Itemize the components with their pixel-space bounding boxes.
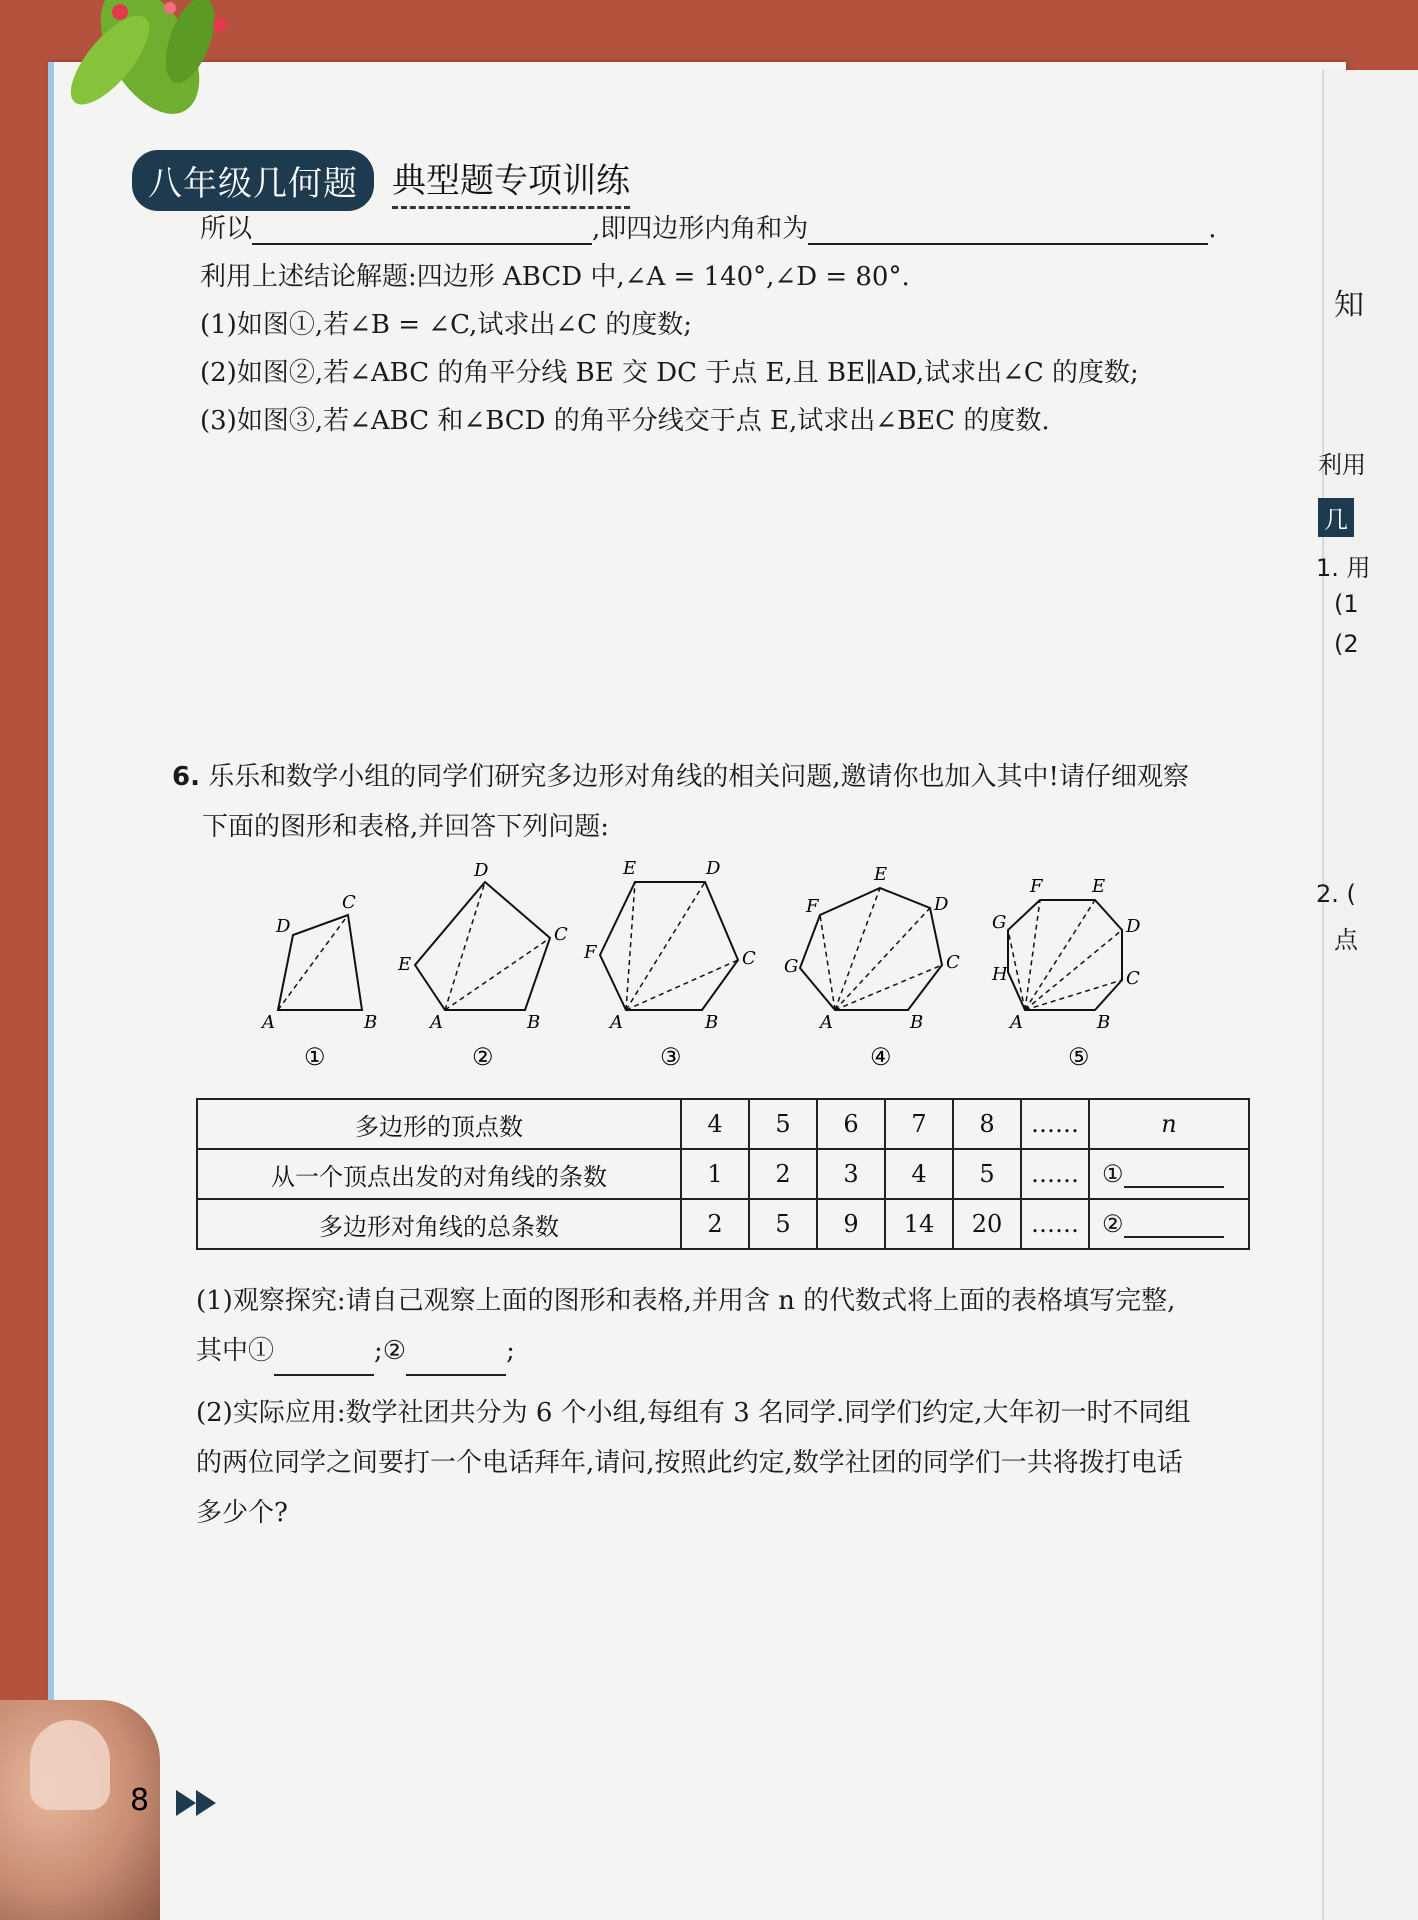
fig4-label-a: A xyxy=(820,1012,833,1033)
table-cell: 6 xyxy=(817,1099,885,1149)
double-arrow-icon xyxy=(176,1788,220,1818)
table-row xyxy=(197,1099,1249,1149)
part-1-blanks xyxy=(196,1326,1256,1376)
part-2-text-3: 多少个? xyxy=(196,1498,288,1528)
table-cell: n xyxy=(1089,1099,1249,1149)
table-cell: 4 xyxy=(681,1099,749,1149)
fig3-label-a: A xyxy=(610,1012,623,1033)
fig2-label-a: A xyxy=(430,1012,443,1033)
answer-blank-2[interactable] xyxy=(406,1374,506,1376)
facing-page-q1-1: (1 xyxy=(1334,590,1359,618)
question-text: 乐乐和数学小组的同学们研究多边形对角线的相关问题,邀请你也加入其中!请仔细观察 xyxy=(208,762,1189,792)
part-1-label: ; xyxy=(506,1336,515,1366)
facing-page-badge: 几 xyxy=(1318,498,1354,537)
figure-caption-5: ⑤ xyxy=(1068,1043,1090,1071)
table-cell: …… xyxy=(1021,1149,1089,1199)
intro-text: ,即四边形内角和为 xyxy=(592,214,809,244)
intro-text: 所以 xyxy=(200,214,253,244)
table-row-label: 多边形对角线的总条数 xyxy=(197,1199,681,1249)
fig1-label-d: D xyxy=(276,916,291,937)
fig3-label-d: D xyxy=(706,860,721,879)
table-cell: …… xyxy=(1021,1099,1089,1149)
fig1-label-b: B xyxy=(364,1012,378,1033)
table-cell: …… xyxy=(1021,1199,1089,1249)
fig2-label-c: C xyxy=(554,924,568,945)
table-cell: 5 xyxy=(749,1099,817,1149)
figure-caption-2: ② xyxy=(472,1043,494,1071)
polygon-figures xyxy=(240,860,1250,1070)
part-1-label: 其中① xyxy=(196,1336,275,1366)
intro-line-1 xyxy=(200,208,1217,245)
fig3-label-f: F xyxy=(584,942,597,963)
table-cell: 7 xyxy=(885,1099,953,1149)
table-cell: 2 xyxy=(749,1149,817,1199)
figure-caption-4: ④ xyxy=(870,1043,892,1071)
figure-3-hexagon xyxy=(583,860,756,1033)
part-2 xyxy=(196,1388,1256,1538)
fig5-label-a: A xyxy=(1010,1012,1023,1033)
fig1-label-c: C xyxy=(342,892,356,913)
fig4-label-e: E xyxy=(874,864,888,885)
fig1-label-a: A xyxy=(262,1012,275,1033)
facing-page-heading: 知 xyxy=(1334,288,1364,323)
fig5-label-c: C xyxy=(1126,968,1140,989)
thumbnail-nail xyxy=(30,1720,110,1810)
table-cell: 3 xyxy=(817,1149,885,1199)
figure-caption-3: ③ xyxy=(660,1043,682,1071)
fig5-label-f: F xyxy=(1030,876,1043,897)
answer-blank[interactable] xyxy=(1124,1236,1224,1238)
fig4-label-f: F xyxy=(806,896,819,917)
fig2-label-e: E xyxy=(398,954,412,975)
answer-blank[interactable] xyxy=(252,243,592,245)
facing-page-q1-2: (2 xyxy=(1334,630,1359,658)
table-cell: 5 xyxy=(953,1149,1021,1199)
section-header xyxy=(132,150,630,211)
fig5-label-e: E xyxy=(1092,876,1106,897)
part-1-text: (1)观察探究:请自己观察上面的图形和表格,并用含 n 的代数式将上面的表格填写完整, xyxy=(196,1286,1176,1316)
figure-caption-1: ① xyxy=(304,1043,326,1071)
fig2-label-b: B xyxy=(527,1012,541,1033)
part-2-text-1: (2)实际应用:数学社团共分为 6 个小组,每组有 3 名同学.同学们约定,大年初一时不同组 xyxy=(196,1398,1191,1428)
table-row xyxy=(197,1199,1249,1249)
table-row-label: 多边形的顶点数 xyxy=(197,1099,681,1149)
answer-marker: ① xyxy=(1102,1160,1124,1188)
facing-page-text: 利用 xyxy=(1318,451,1366,479)
figure-1-quadrilateral xyxy=(260,892,377,1033)
diagonal-table xyxy=(196,1098,1250,1250)
answer-blank[interactable] xyxy=(1124,1186,1224,1188)
plant-decoration xyxy=(40,0,260,160)
fig4-label-g: G xyxy=(784,956,799,977)
table-answer-cell-2[interactable] xyxy=(1089,1199,1249,1249)
table-cell: 4 xyxy=(885,1149,953,1199)
intro-line-4: (2)如图②,若∠ABC 的角平分线 BE 交 DC 于点 E,且 BE∥AD,试求出∠C 的度数; xyxy=(200,358,1139,388)
fig5-label-b: B xyxy=(1097,1012,1111,1033)
intro-text: . xyxy=(1208,214,1217,244)
table-cell: 5 xyxy=(749,1199,817,1249)
facing-page-q1: 1. 用 xyxy=(1316,554,1371,582)
grade-badge: 八年级几何题 xyxy=(132,150,374,211)
fig4-label-b: B xyxy=(910,1012,924,1033)
table-answer-cell-1[interactable] xyxy=(1089,1149,1249,1199)
part-1-label: ;② xyxy=(374,1336,407,1366)
intro-line-2: 利用上述结论解题:四边形 ABCD 中,∠A = 140°,∠D = 80°. xyxy=(200,262,910,292)
table-cell: 14 xyxy=(885,1199,953,1249)
table-cell: 9 xyxy=(817,1199,885,1249)
fig3-label-b: B xyxy=(705,1012,719,1033)
fig4-label-c: C xyxy=(946,952,960,973)
intro-line-5: (3)如图③,若∠ABC 和∠BCD 的角平分线交于点 E,试求出∠BEC 的度数. xyxy=(200,406,1050,436)
fig2-label-d: D xyxy=(474,860,489,881)
fig5-label-g: G xyxy=(992,912,1007,933)
question-6 xyxy=(172,752,1262,852)
fig3-label-c: C xyxy=(742,948,756,969)
intro-line-3: (1)如图①,若∠B = ∠C,试求出∠C 的度数; xyxy=(200,310,693,340)
answer-blank-1[interactable] xyxy=(274,1374,374,1376)
facing-page xyxy=(1316,70,1418,1920)
fig3-label-e: E xyxy=(623,860,637,879)
section-title: 典型题专项训练 xyxy=(392,153,630,209)
fig5-label-d: D xyxy=(1126,916,1141,937)
question-number: 6. xyxy=(172,762,200,792)
table-row-label: 从一个顶点出发的对角线的条数 xyxy=(197,1149,681,1199)
answer-blank[interactable] xyxy=(808,243,1208,245)
table-cell: 1 xyxy=(681,1149,749,1199)
figure-4-heptagon xyxy=(784,864,960,1033)
table-cell: 2 xyxy=(681,1199,749,1249)
answer-marker: ② xyxy=(1102,1210,1124,1238)
table-row xyxy=(197,1149,1249,1199)
table-cell: 8 xyxy=(953,1099,1021,1149)
part-1 xyxy=(196,1276,1256,1376)
page-number: 8 xyxy=(130,1783,150,1818)
question-text-cont: 下面的图形和表格,并回答下列问题: xyxy=(202,812,610,842)
table-cell: 20 xyxy=(953,1199,1021,1249)
figures-svg xyxy=(240,860,1250,1040)
figure-5-octagon xyxy=(991,876,1141,1033)
facing-page-q2-text: 点 xyxy=(1334,926,1358,954)
facing-page-q2: 2. ( xyxy=(1316,880,1356,908)
fig4-label-d: D xyxy=(934,894,949,915)
figure-2-pentagon xyxy=(397,860,568,1033)
fig5-label-h: H xyxy=(992,964,1008,985)
part-2-text-2: 的两位同学之间要打一个电话拜年,请问,按照此约定,数学社团的同学们一共将拨打电话 xyxy=(196,1448,1183,1478)
